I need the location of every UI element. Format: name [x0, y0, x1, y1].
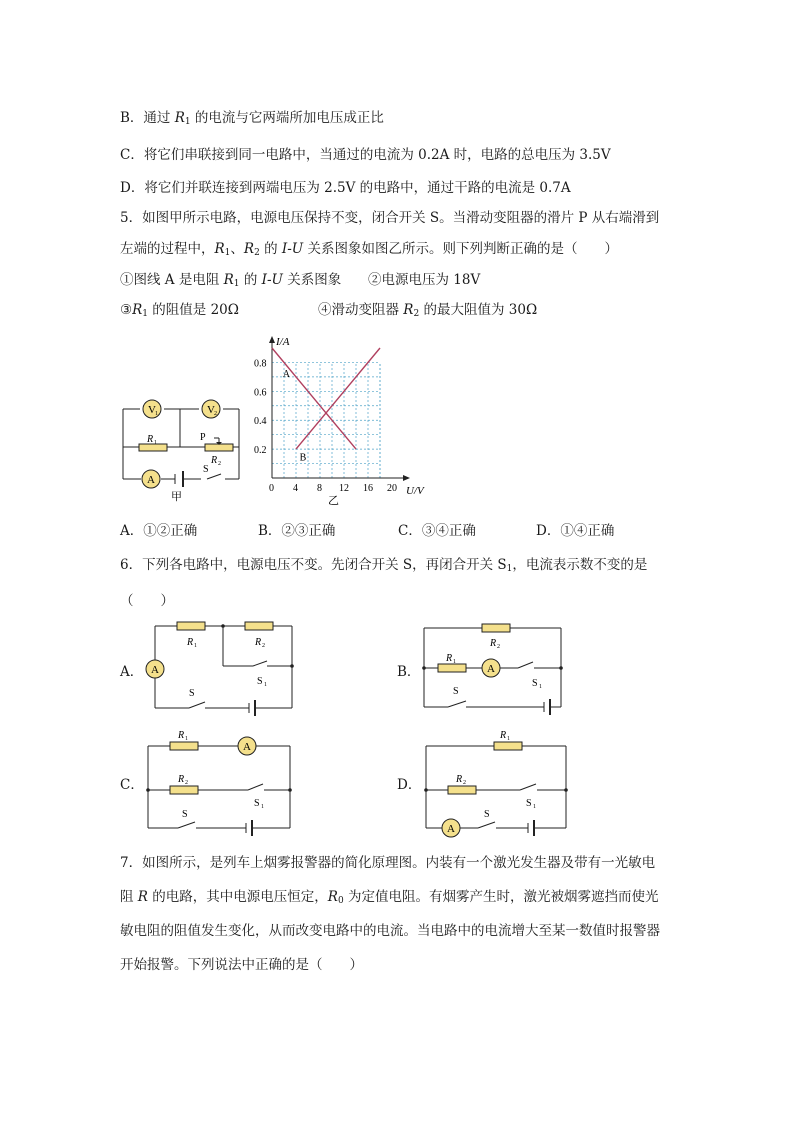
series-label-A: A	[282, 368, 291, 380]
resistor-r2-icon	[448, 774, 476, 794]
q5-stem-line1: 5．如图甲所示电路，电源电压保持不变，闭合开关 S。当滑动变阻器的滑片 P 从右端滑到	[120, 210, 660, 226]
q5-choice-c[interactable]: C．③④正确	[398, 523, 476, 539]
figure-jia-caption: 甲	[171, 491, 182, 503]
q4-option-b: B．通过 $R_1$ 的电流与它两端所加电压成正比	[120, 110, 384, 127]
ammeter-icon	[146, 660, 164, 678]
svg-text:V: V	[148, 404, 156, 416]
q7-stem-line1: 7．如图所示，是列车上烟雾报警器的简化原理图。内装有一个激光发生器及带有一光敏电	[120, 855, 656, 871]
q6-stem-line2: （ ）	[120, 593, 174, 609]
q5-choice-b[interactable]: B．②③正确	[258, 523, 336, 539]
x-tick-label: 20	[387, 483, 397, 494]
svg-text:A: A	[151, 664, 159, 676]
switch-s1-sub: 1	[533, 804, 536, 810]
svg-text:2: 2	[463, 780, 466, 786]
switch-s1-sub: 1	[261, 804, 264, 810]
series-line-A	[272, 348, 356, 449]
q6-circuit-a	[145, 612, 300, 717]
x-axis-arrow-icon	[403, 475, 410, 481]
q5-choice-d[interactable]: D．①④正确	[536, 523, 615, 539]
ammeter-icon	[238, 737, 256, 755]
q6-option-a-label[interactable]: A．	[120, 664, 144, 680]
resistor-r2-icon	[482, 624, 510, 650]
q5-statement-2: ②电源电压为 18V	[368, 272, 481, 288]
svg-text:A: A	[243, 741, 251, 753]
svg-text:2: 2	[214, 411, 217, 417]
svg-text:R: R	[446, 653, 453, 664]
svg-text:R: R	[178, 774, 185, 785]
series-label-B: B	[299, 452, 307, 464]
q5-statement-4: ④滑动变阻器 $R_2$ 的最大阻值为 30Ω	[318, 302, 538, 319]
switch-s-label: S	[182, 809, 188, 820]
switch-s-label: S	[484, 809, 490, 820]
svg-text:1: 1	[154, 440, 157, 446]
q5-choice-a[interactable]: A．①②正确	[120, 523, 198, 539]
svg-text:R: R	[187, 637, 194, 648]
svg-text:R: R	[211, 455, 218, 466]
voltmeter-v1-icon	[143, 400, 161, 418]
switch-s1-sub: 1	[539, 684, 542, 690]
x-tick-label: 0	[269, 483, 274, 494]
y-axis-arrow-icon	[269, 336, 275, 343]
figure-yi-caption: 乙	[328, 495, 339, 507]
q5-iu-chart	[250, 330, 440, 507]
svg-text:V: V	[207, 404, 215, 416]
q5-statement-1: ①图线 A 是电阻 $R_1$ 的 I-U 关系图象	[120, 272, 342, 289]
svg-text:A: A	[447, 823, 455, 835]
switch-s1-sub: 1	[264, 682, 267, 688]
svg-text:R: R	[147, 434, 154, 445]
x-tick-label: 8	[317, 483, 322, 494]
svg-text:R: R	[178, 730, 185, 741]
switch-s-label: S	[189, 688, 195, 699]
svg-text:R: R	[500, 730, 507, 741]
resistor-r1-icon	[438, 653, 466, 672]
resistor-r1-icon	[139, 434, 167, 451]
svg-text:2: 2	[497, 644, 500, 650]
switch-s1-label: S	[257, 676, 263, 687]
y-tick-label: 0.8	[254, 358, 267, 370]
chart-x-axis-label: U/V	[406, 485, 424, 497]
svg-text:A: A	[147, 474, 155, 486]
ammeter-icon	[142, 470, 160, 488]
x-tick-label: 12	[339, 483, 349, 494]
q6-circuit-d	[420, 724, 575, 839]
resistor-r1-icon	[170, 730, 198, 750]
chart-y-axis-label: I/A	[276, 336, 290, 348]
svg-text:A: A	[487, 663, 495, 675]
resistor-r1-icon	[494, 730, 522, 750]
q5-stem-line2: 左端的过程中，$R_1$、$R_2$ 的 I-U 关系图象如图乙所示。则下列判断正确的是（ ）	[120, 241, 618, 258]
q6-option-b-label[interactable]: B．	[397, 664, 421, 680]
svg-text:P: P	[200, 432, 206, 443]
resistor-r2-icon	[170, 774, 198, 794]
q5-statement-3: $③R_1$ 的阻值是 20Ω	[120, 302, 239, 319]
x-tick-label: 16	[363, 483, 373, 494]
q6-option-d-label[interactable]: D．	[397, 777, 422, 793]
q6-option-c-label[interactable]: C．	[120, 777, 144, 793]
resistor-r1-icon	[177, 622, 205, 649]
q7-stem-line4: 开始报警。下列说法中正确的是（ ）	[120, 957, 363, 973]
svg-text:R: R	[456, 774, 463, 785]
switch-s-label: S	[453, 686, 459, 697]
svg-text:1: 1	[453, 659, 456, 665]
svg-text:1: 1	[185, 736, 188, 742]
switch-s1-label: S	[254, 798, 260, 809]
svg-text:1: 1	[155, 411, 158, 417]
q4-option-c: C．将它们串联接到同一电路中，当通过的电流为 0.2A 时，电路的总电压为 3.5V	[120, 147, 611, 163]
q6-circuit-b	[418, 616, 568, 716]
switch-s1-label: S	[532, 678, 538, 689]
switch-s1-label: S	[526, 798, 532, 809]
svg-text:2: 2	[262, 643, 265, 649]
q7-stem-line2: 阻 R 的电路，其中电源电压恒定，$R_0$ 为定值电阻。有烟雾产生时，激光被烟雾遮挡而使光	[120, 889, 659, 906]
ammeter-icon	[482, 659, 500, 677]
ammeter-icon	[442, 819, 460, 837]
chart-axes	[269, 336, 410, 481]
y-tick-label: 0.6	[254, 387, 267, 399]
chart-ticks	[254, 358, 397, 494]
series-line-B	[296, 348, 380, 449]
svg-text:R: R	[255, 637, 262, 648]
svg-text:1: 1	[507, 736, 510, 742]
q6-circuit-c	[142, 724, 297, 832]
voltmeter-v2-icon	[202, 400, 220, 418]
svg-text:R: R	[490, 638, 497, 649]
svg-text:2: 2	[218, 461, 221, 467]
q5-circuit-figure	[115, 390, 250, 505]
svg-text:1: 1	[194, 643, 197, 649]
q4-option-d: D．将它们并联连接到两端电压为 2.5V 的电路中，通过干路的电流是 0.7A	[120, 180, 571, 196]
y-tick-label: 0.4	[254, 416, 267, 428]
rheostat-r2-icon	[200, 432, 233, 467]
svg-text:2: 2	[185, 780, 188, 786]
y-tick-label: 0.2	[254, 445, 267, 457]
q6-stem-line1: 6．下列各电路中，电源电压不变。先闭合开关 S，再闭合开关 $S_1$，电流表示数不变的是	[120, 557, 648, 574]
resistor-r2-icon	[245, 622, 273, 649]
x-tick-label: 4	[293, 483, 298, 494]
q7-stem-line3: 敏电阻的阻值发生变化，从而改变电路中的电流。当电路中的电流增大至某一数值时报警器	[120, 923, 660, 939]
switch-s-label: S	[203, 464, 209, 475]
